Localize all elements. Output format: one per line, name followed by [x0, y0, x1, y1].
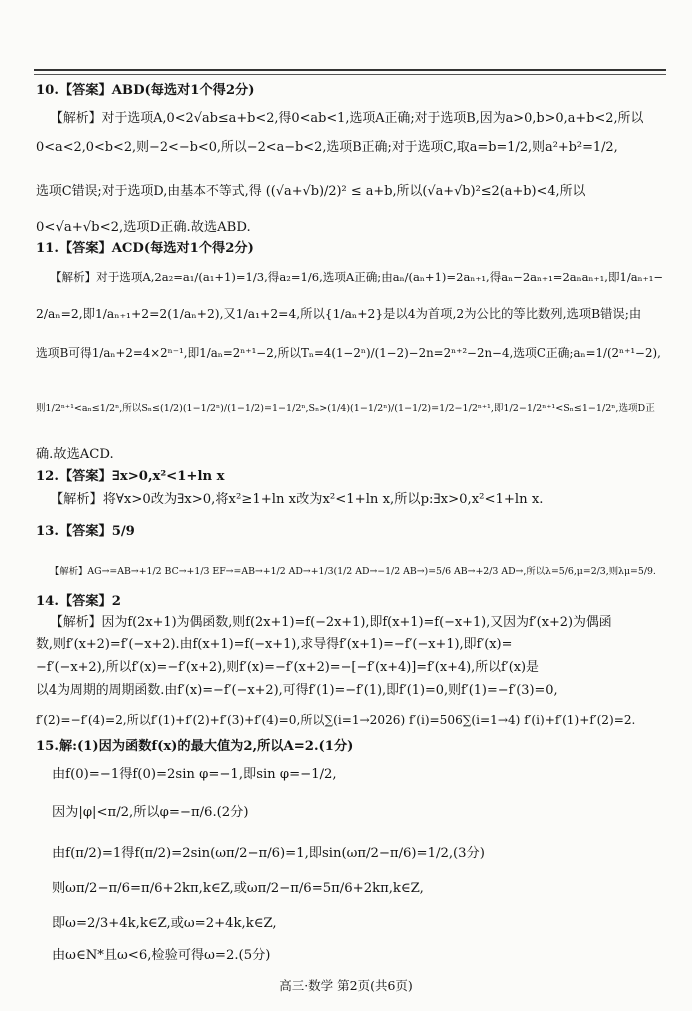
analysis-10-line2: 0<a<2,0<b<2,则−2<−b<0,所以−2<a−b<2,选项B正确;对于选项C,取a=b=1/2,则a²+b²=1/2, [36, 140, 618, 155]
analysis-10-line3: 选项C错误;对于选项D,由基本不等式,得 ((√a+√b)/2)² ≤ a+b,所以(√a+√b)²≤2(a+b)<4,所以 [36, 184, 586, 199]
solution-15-line2: 因为|φ|<π/2,所以φ=−π/6.(2分) [52, 805, 249, 820]
header-rule [34, 69, 666, 71]
solution-15-line5: 即ω=2/3+4k,k∈Z,或ω=2+4k,k∈Z, [52, 916, 277, 931]
header-rule-thin [34, 74, 666, 75]
analysis-11-line3: 选项B可得1/aₙ+2=4×2ⁿ⁻¹,即1/aₙ=2ⁿ⁺¹−2,所以Tₙ=4(1−2ⁿ)/(1−2)−2n=2ⁿ⁺²−2n−4,选项C正确;aₙ=1/(2ⁿ⁺¹−2), [36, 346, 661, 360]
answer-12-heading: 12.【答案】∃x>0,x²<1+ln x [36, 469, 225, 484]
analysis-14-line5: f′(2)=−f′(4)=2,所以f′(1)+f′(2)+f′(3)+f′(4)=0,所以∑(i=1→2026) f′(i)=506∑(i=1→4) f′(i)+f′(1)+f′(2)=2. [36, 713, 636, 727]
solution-15-line1: 由f(0)=−1得f(0)=2sin φ=−1,即sin φ=−1/2, [52, 767, 337, 782]
analysis-14-line1: 【解析】因为f(2x+1)为偶函数,则f(2x+1)=f(−2x+1),即f(x+1)=f(−x+1),又因为f′(x+2)为偶函 [50, 615, 612, 630]
answer-10-heading: 10.【答案】ABD(每选对1个得2分) [36, 83, 255, 98]
solution-15-heading: 15.解:(1)因为函数f(x)的最大值为2,所以A=2.(1分) [36, 739, 354, 754]
analysis-14-line4: 以4为周期的周期函数.由f′(x)=−f′(−x+2),可得f′(1)=−f′(1),即f′(1)=0,则f′(1)=−f′(3)=0, [36, 683, 558, 698]
analysis-10-line4: 0<√a+√b<2,选项D正确.故选ABD. [36, 220, 251, 235]
analysis-11-line1: 【解析】对于选项A,2a₂=a₁/(a₁+1)=1/3,得a₂=1/6,选项A正确;由aₙ/(aₙ+1)=2aₙ₊₁,得aₙ−2aₙ₊₁=2aₙaₙ₊₁,即1/aₙ₊₁− [50, 270, 664, 284]
page-footer: 高三·数学 第2页(共6页) [279, 978, 413, 993]
analysis-10-line1: 【解析】对于选项A,0<2√ab≤a+b<2,得0<ab<1,选项A正确;对于选项B,因为a>0,b>0,a+b<2,所以 [50, 111, 644, 126]
analysis-11-line4: 则1/2ⁿ⁺¹<aₙ≤1/2ⁿ,所以Sₙ≤(1/2)(1−1/2ⁿ)/(1−1/2)=1−1/2ⁿ,Sₙ>(1/4)(1−1/2ⁿ)/(1−1/2)=1/2−1/2ⁿ⁺¹,即1/2−1/2ⁿ⁺¹<Sₙ≤1−1/2ⁿ,选项D正 [36, 403, 655, 414]
answer-11-heading: 11.【答案】ACD(每选对1个得2分) [36, 241, 254, 256]
solution-15-line4: 则ωπ/2−π/6=π/6+2kπ,k∈Z,或ωπ/2−π/6=5π/6+2kπ,k∈Z, [52, 881, 424, 896]
solution-15-line3: 由f(π/2)=1得f(π/2)=2sin(ωπ/2−π/6)=1,即sin(ωπ/2−π/6)=1/2,(3分) [52, 846, 485, 861]
analysis-12-line1: 【解析】将∀x>0改为∃x>0,将x²≥1+ln x改为x²<1+ln x,所以p:∃x>0,x²<1+ln x. [50, 492, 544, 507]
analysis-11-line2: 2/aₙ=2,即1/aₙ₊₁+2=2(1/aₙ+2),又1/a₁+2=4,所以{1/aₙ+2}是以4为首项,2为公比的等比数列,选项B错误;由 [36, 307, 642, 321]
analysis-14-line2: 数,则f′(x+2)=f′(−x+2).由f(x+1)=f(−x+1),求导得f′(x+1)=−f′(−x+1),即f′(x)= [36, 637, 513, 652]
answer-14-heading: 14.【答案】2 [36, 594, 121, 609]
analysis-14-line3: −f′(−x+2),所以f′(x)=−f′(x+2),则f′(x)=−f′(x+2)=−[−f′(x+4)]=f′(x+4),所以f′(x)是 [36, 660, 539, 675]
solution-15-line6: 由ω∈N*且ω<6,检验可得ω=2.(5分) [52, 948, 271, 963]
analysis-11-line5: 确.故选ACD. [36, 447, 114, 462]
answer-13-heading: 13.【答案】5/9 [36, 524, 135, 539]
analysis-13-line1: 【解析】AG→=AB→+1/2 BC→+1/3 EF→=AB→+1/2 AD→+1/3(1/2 AD→−1/2 AB→)=5/6 AB→+2/3 AD→,所以λ=5/6,μ=2/3,则λμ=5/9. [50, 566, 656, 577]
